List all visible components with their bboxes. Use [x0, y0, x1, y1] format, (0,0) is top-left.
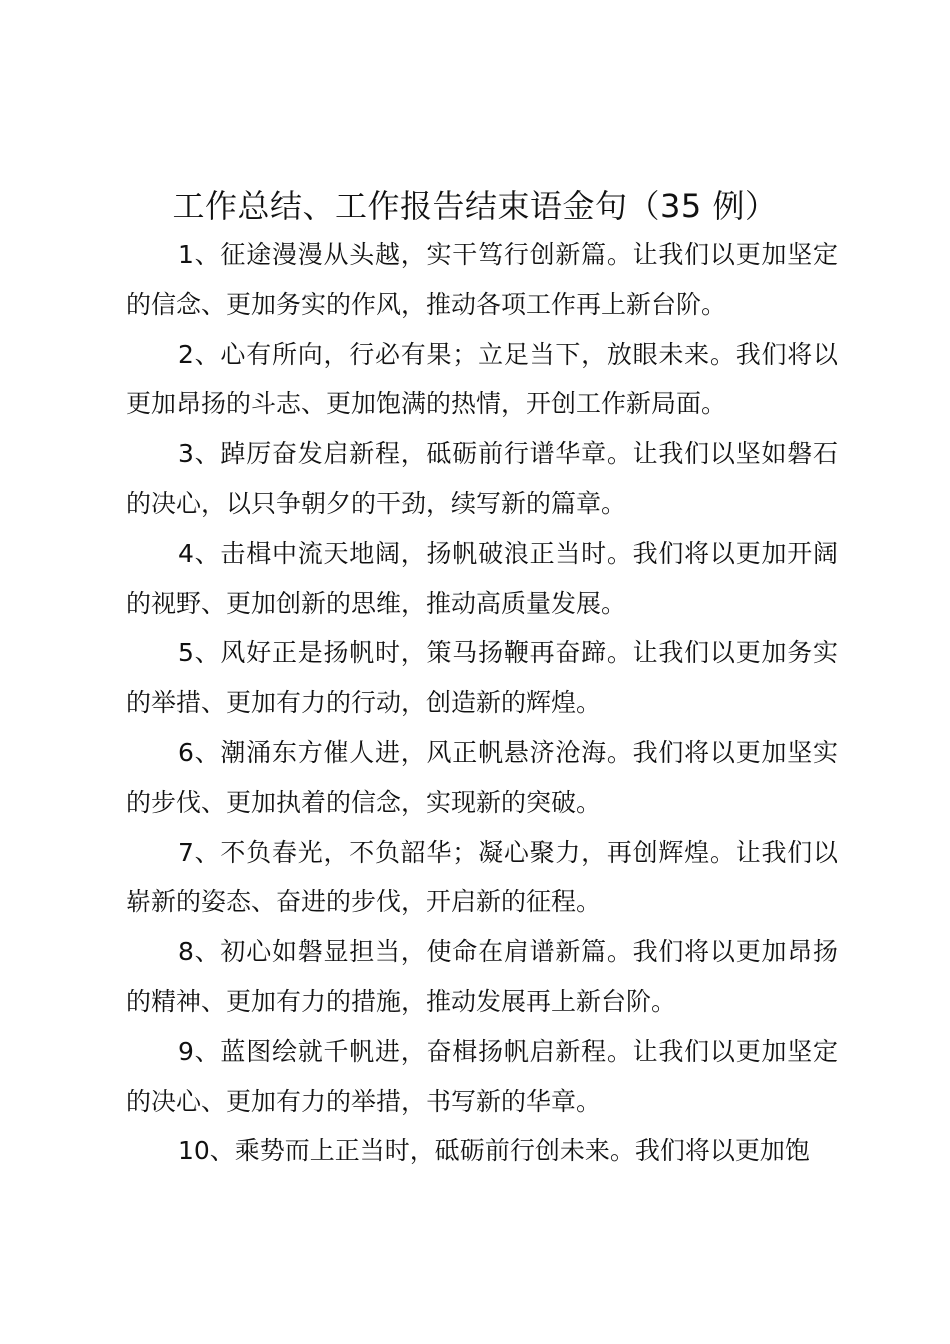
document-body [126, 230, 838, 1176]
paragraph-6: 6、潮涌东方催人进，风正帆悬济沧海。我们将以更加坚实的步伐、更加执着的信念，实现新的突破。 [126, 737, 838, 817]
paragraph-3: 3、踔厉奋发启新程，砥砺前行谱华章。让我们以坚如磐石的决心，以只争朝夕的干劲，续写新的篇章。 [126, 439, 838, 518]
paragraph-5: 5、风好正是扬帆时，策马扬鞭再奋蹄。让我们以更加务实的举措、更加有力的行动，创造新的辉煌。 [126, 638, 838, 718]
paragraph-7: 7、不负春光，不负韶华；凝心聚力，再创辉煌。让我们以崭新的姿态、奋进的步伐，开启新的征程。 [126, 837, 838, 917]
paragraph-2: 2、心有所向，行必有果；立足当下，放眼未来。我们将以更加昂扬的斗志、更加饱满的热情，开创工作新局面。 [126, 339, 838, 419]
paragraph-1: 1、征途漫漫从头越，实干笃行创新篇。让我们以更加坚定的信念、更加务实的作风，推动各项工作再上新台阶。 [126, 240, 838, 319]
paragraph-9: 9、蓝图绘就千帆进，奋楫扬帆启新程。让我们以更加坚定的决心、更加有力的举措，书写新的华章。 [126, 1036, 838, 1116]
document-title: 工作总结、工作报告结束语金句（35 例） [172, 187, 778, 225]
paragraph-10: 10、乘势而上正当时，砥砺前行创未来。我们将以更加饱 [178, 1136, 810, 1166]
paragraph-4: 4、击楫中流天地阔，扬帆破浪正当时。我们将以更加开阔的视野、更加创新的思维，推动高质量发展。 [126, 538, 838, 618]
paragraph-8: 8、初心如磐显担当，使命在肩谱新篇。我们将以更加昂扬的精神、更加有力的措施，推动发展再上新台阶。 [126, 937, 838, 1016]
